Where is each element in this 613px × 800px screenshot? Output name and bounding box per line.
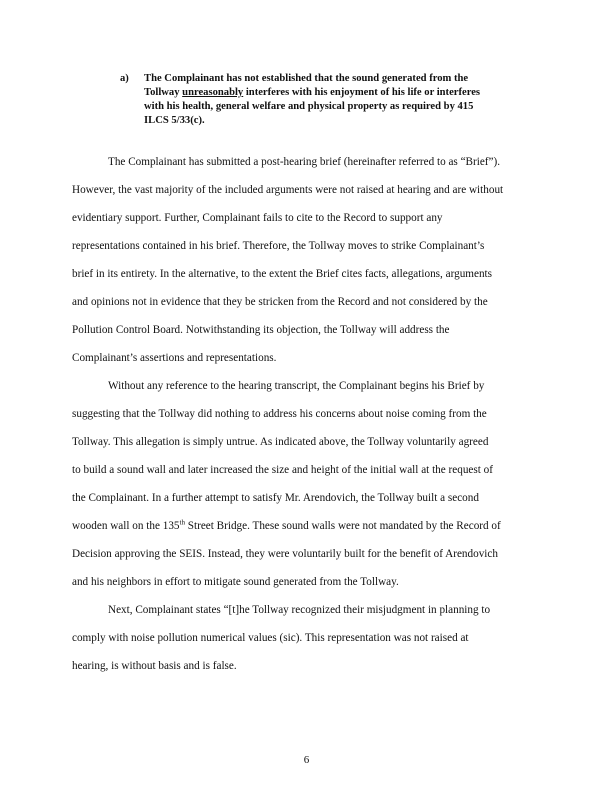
paragraph-line: and opinions not in evidence that they be stricken from the Record and not considered by the xyxy=(72,296,488,308)
paragraph-line: Complainant’s assertions and representations. xyxy=(72,352,277,364)
paragraph-line: hearing, is without basis and is false. xyxy=(72,660,237,672)
page-number: 6 xyxy=(303,754,310,766)
paragraph-line: The Complainant has submitted a post-hearing brief (hereinafter referred to as “Brief”). xyxy=(108,156,501,168)
heading-text xyxy=(144,72,520,128)
section-heading xyxy=(120,72,520,128)
heading-emphasis: unreasonably xyxy=(182,87,244,98)
heading-line xyxy=(144,86,520,100)
paragraph-line: Pollution Control Board. Notwithstanding its objection, the Tollway will address the xyxy=(72,324,450,336)
ordinal-suffix: th xyxy=(179,518,185,527)
paragraph-line: comply with noise pollution numerical values (sic). This representation was not raised at xyxy=(72,632,469,644)
paragraph-line xyxy=(72,519,542,533)
heading-marker: a) xyxy=(120,73,129,84)
paragraph-line: suggesting that the Tollway did nothing to address his concerns about noise coming from the xyxy=(72,408,487,420)
heading-text-part: interferes with his enjoyment of his life or interferes xyxy=(243,87,481,98)
heading-line: The Complainant has not established that the sound generated from the xyxy=(144,73,469,84)
heading-line: with his health, general welfare and physical property as required by 415 xyxy=(144,101,474,112)
heading-line: ILCS 5/33(c). xyxy=(144,115,205,126)
paragraph-line: Without any reference to the hearing transcript, the Complainant begins his Brief by xyxy=(108,380,485,392)
paragraph-line: Next, Complainant states “[t]he Tollway recognized their misjudgment in planning to xyxy=(108,604,491,616)
paragraph-line: Decision approving the SEIS. Instead, they were voluntarily built for the benefit of Arendovich xyxy=(72,548,498,560)
paragraph-line: to build a sound wall and later increased the size and height of the initial wall at the request of xyxy=(72,464,493,476)
heading-text-part: Tollway xyxy=(144,87,183,98)
paragraph-line: the Complainant. In a further attempt to satisfy Mr. Arendovich, the Tollway built a second xyxy=(72,492,479,504)
paragraph-line: However, the vast majority of the included arguments were not raised at hearing and are without xyxy=(72,184,504,196)
paragraph-line: evidentiary support. Further, Complainant fails to cite to the Record to support any xyxy=(72,212,443,224)
paragraph-line: brief in its entirety. In the alternative, to the extent the Brief cites facts, allegations, arguments xyxy=(72,268,493,280)
line-text-part: Street Bridge. These sound walls were not mandated by the Record of xyxy=(184,520,501,532)
paragraph-line: and his neighbors in effort to mitigate sound generated from the Tollway. xyxy=(72,576,399,588)
paragraph-line: representations contained in his brief. Therefore, the Tollway moves to strike Complainant’s xyxy=(72,240,485,252)
line-text-part: wooden wall on the 135 xyxy=(72,520,180,532)
paragraph-line: Tollway. This allegation is simply untrue. As indicated above, the Tollway voluntarily agreed xyxy=(72,436,489,448)
